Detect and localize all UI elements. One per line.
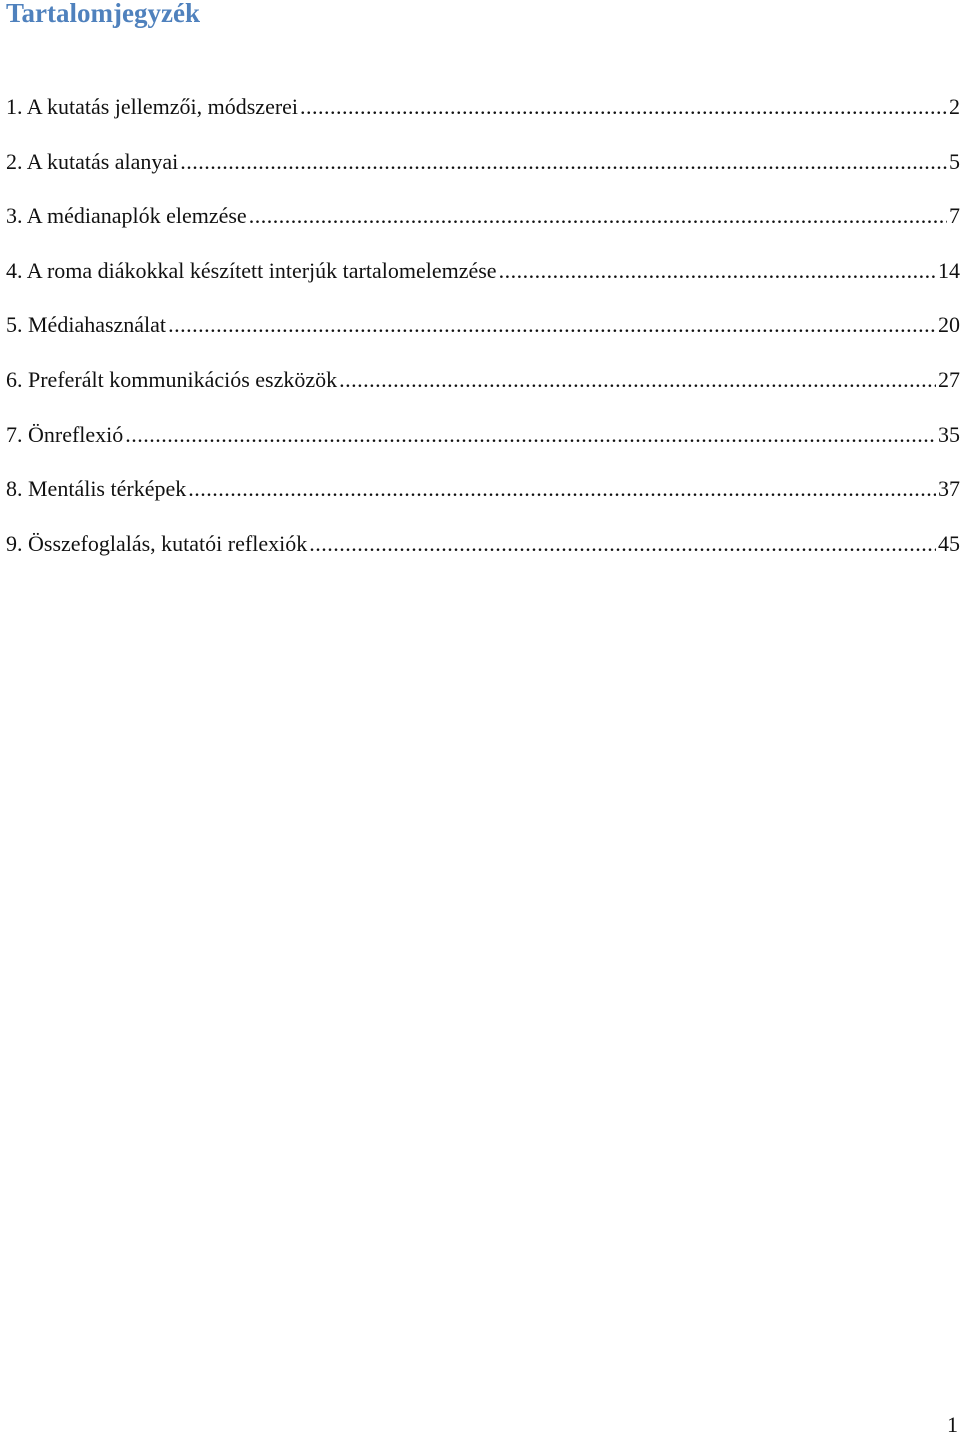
toc-entry-7[interactable] (6, 420, 960, 475)
toc-entry-page[interactable]: 14 (938, 257, 960, 283)
toc-leader-dots (499, 256, 936, 286)
toc-entry-title[interactable]: 1. A kutatás jellemzői, módszerei (6, 94, 299, 119)
toc-entry-title[interactable]: 7. Önreflexió (6, 421, 124, 447)
page-number: 1 (947, 1412, 958, 1437)
toc-leader-dots (125, 420, 936, 450)
toc-leader-dots (309, 529, 936, 559)
toc-entry-5[interactable] (6, 310, 960, 365)
toc-entry-1[interactable] (6, 92, 960, 147)
toc-leader-dots (339, 365, 936, 395)
page-title: Tartalomjegyzék (6, 0, 200, 28)
toc-entry-2[interactable] (6, 147, 960, 202)
toc-leader-dots (300, 92, 947, 122)
toc-entry-title[interactable]: 9. Összefoglalás, kutatói reflexiók (6, 530, 308, 556)
toc-entry-page[interactable]: 5 (949, 148, 960, 174)
toc-leader-dots (180, 147, 947, 177)
toc-entry-title[interactable]: 2. A kutatás alanyai (6, 148, 179, 174)
toc-entry-page[interactable]: 2 (949, 94, 960, 119)
toc-entry-8[interactable] (6, 474, 960, 529)
toc-entry-4[interactable] (6, 256, 960, 311)
table-of-contents (6, 92, 960, 583)
toc-leader-dots (249, 201, 947, 231)
toc-entry-title[interactable]: 4. A roma diákokkal készített interjúk tartalomelemzése (6, 257, 497, 283)
toc-entry-page[interactable]: 37 (938, 476, 960, 502)
toc-entry-title[interactable]: 5. Médiahasználat (6, 312, 167, 338)
toc-entry-page[interactable]: 27 (938, 366, 960, 392)
toc-entry-3[interactable] (6, 201, 960, 256)
toc-entry-title[interactable]: 3. A médianaplók elemzése (6, 203, 247, 229)
toc-entry-page[interactable]: 20 (938, 312, 960, 338)
toc-entry-page[interactable]: 7 (949, 203, 960, 229)
toc-entry-title[interactable]: 6. Preferált kommunikációs eszközök (6, 366, 338, 392)
toc-leader-dots (168, 310, 936, 340)
toc-entry-page[interactable]: 35 (938, 421, 960, 447)
toc-entry-title[interactable]: 8. Mentális térképek (6, 476, 187, 502)
toc-entry-page[interactable]: 45 (938, 530, 960, 556)
toc-entry-6[interactable] (6, 365, 960, 420)
toc-entry-9[interactable] (6, 529, 960, 584)
toc-leader-dots (188, 474, 936, 504)
